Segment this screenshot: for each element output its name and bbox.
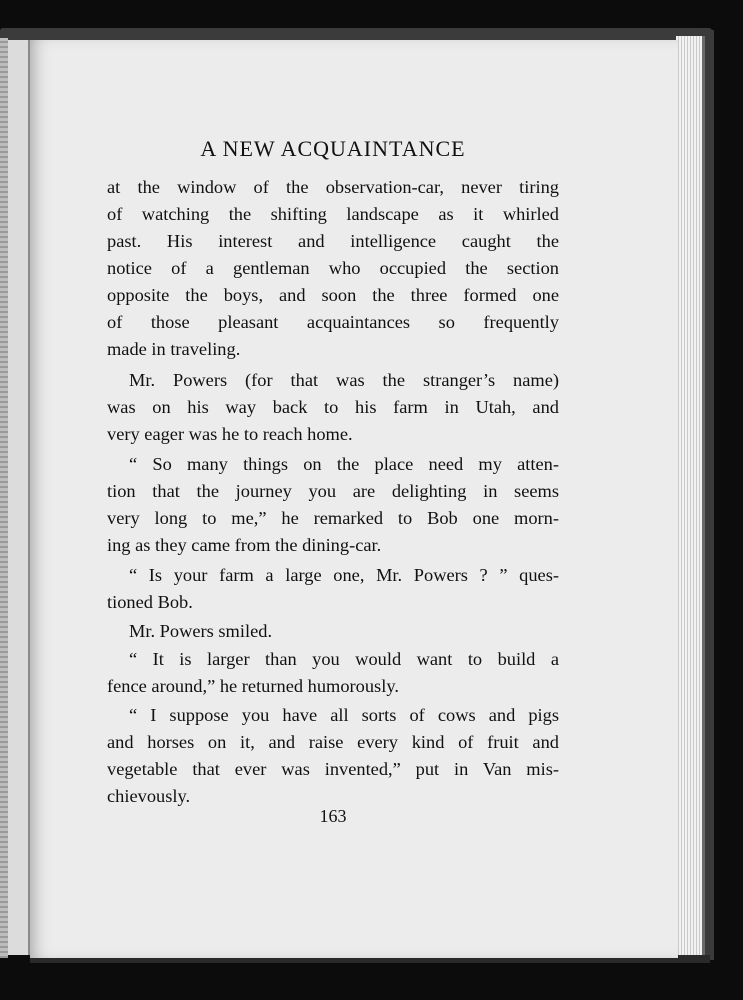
text-line: “ So many things on the place need my atten-	[129, 454, 559, 474]
text-line: very long to me,” he remarked to Bob one morn-	[107, 508, 559, 528]
text-line: “ Is your farm a large one, Mr. Powers ? ” ques-	[129, 565, 559, 585]
text-line: and horses on it, and raise every kind of fruit and	[107, 732, 559, 752]
paragraph	[107, 562, 559, 616]
text-line: very eager was he to reach home.	[107, 424, 353, 444]
book-page	[30, 40, 678, 958]
text-line: tioned Bob.	[107, 592, 193, 612]
text-line: of those pleasant acquaintances so frequently	[107, 312, 559, 332]
text-line: ing as they came from the dining-car.	[107, 535, 382, 555]
text-line: opposite the boys, and soon the three formed one	[107, 285, 559, 305]
page-number: 163	[319, 806, 347, 826]
text-line: Mr. Powers (for that was the stranger’s name)	[129, 370, 559, 390]
running-head: A NEW ACQUAINTANCE	[200, 136, 466, 161]
text-line: “ I suppose you have all sorts of cows and pigs	[129, 705, 559, 725]
paragraph	[107, 367, 559, 448]
text-line: tion that the journey you are delighting in seems	[107, 481, 559, 501]
text-line: “ It is larger than you would want to build a	[129, 649, 559, 669]
text-line: at the window of the observation-car, never tiring	[107, 177, 559, 197]
text-line: fence around,” he returned humorously.	[107, 676, 399, 696]
text-line: Mr. Powers smiled.	[129, 621, 273, 641]
text-line: past. His interest and intelligence caught the	[107, 231, 559, 251]
text-line: chievously.	[107, 786, 191, 806]
paragraph	[107, 451, 559, 559]
page-edges-stack	[676, 36, 705, 956]
text-line: made in traveling.	[107, 339, 241, 359]
text-line: vegetable that ever was invented,” put in Van mis-	[107, 759, 559, 779]
text-line: of watching the shifting landscape as it whirled	[107, 204, 559, 224]
text-line: notice of a gentleman who occupied the section	[107, 258, 559, 278]
paragraph	[107, 174, 559, 363]
paragraph	[107, 702, 559, 810]
text-line: was on his way back to his farm in Utah, and	[107, 397, 559, 417]
paragraph	[107, 618, 559, 645]
paragraph	[107, 646, 559, 700]
book-binding	[0, 38, 8, 958]
